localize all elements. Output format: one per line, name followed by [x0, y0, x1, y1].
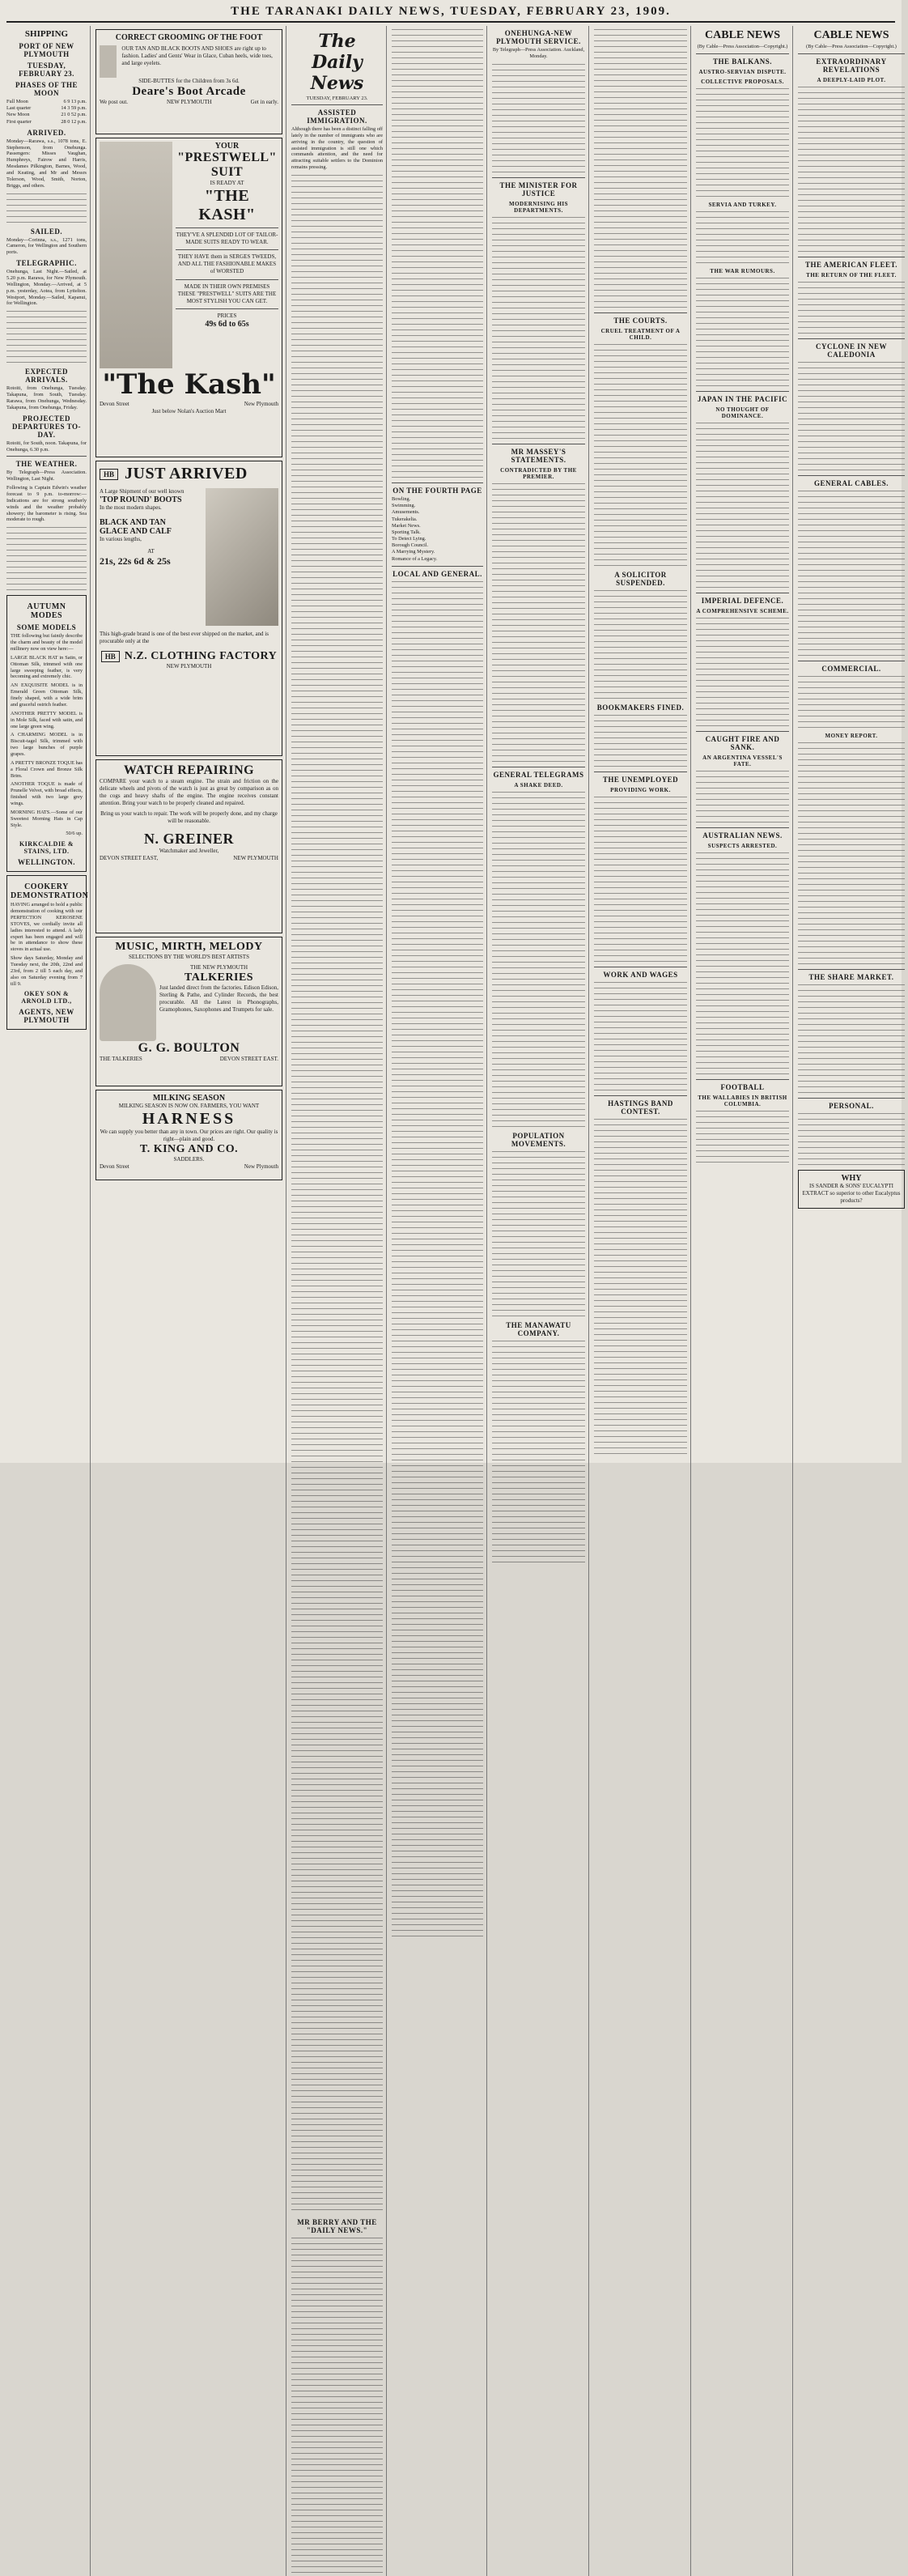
milking-trade: SADDLERS. [173, 1156, 205, 1163]
justice-sub: MODERNISING HIS DEPARTMENTS. [508, 200, 569, 214]
expected-heading: EXPECTED ARRIVALS. [24, 368, 68, 385]
music-firm-sub: THE TALKERIES [100, 1056, 142, 1063]
moon-row: Full Moon 6 9 13 p.m. [6, 99, 87, 104]
watch-town: NEW PLYMOUTH [233, 854, 278, 861]
kash-desc1: THEY'VE A SPLENDID LOT OF TAILOR-MADE SUITS READY TO WEAR. [176, 232, 278, 246]
list-item: Market News. [392, 522, 421, 529]
kash-prices: 49s 6d to 65s [205, 319, 249, 329]
man-in-suit-illustration [100, 142, 172, 368]
watch-title: WATCH REPAIRING [123, 763, 255, 777]
music-subtitle: SELECTIONS BY THE WORLD'S BEST ARTISTS [129, 954, 249, 960]
clothing-prices: 21s, 22s 6d & 25s [100, 555, 171, 567]
milking-firm: T. KING AND CO. [139, 1143, 239, 1156]
massey-title: MR MASSEY'S STATEMENTS. [511, 447, 566, 464]
column-editorial [291, 26, 387, 2576]
moon-row: First quarter 28 0 12 p.m. [6, 118, 87, 125]
balkans-title: THE BALKANS. [712, 57, 773, 66]
clothing-note: This high-grade brand is one of the best ever shipped on the market, and is procurable only at the [100, 631, 269, 645]
american-fleet-title: THE AMERICAN FLEET. [804, 260, 898, 269]
list-item: Sporting Talk. [392, 529, 421, 535]
kash-ad [95, 138, 282, 457]
clothing-factory: N.Z. CLOTHING FACTORY [124, 650, 278, 663]
general-cables-title: GENERAL CABLES. [813, 478, 889, 487]
watch-trade: Watchmaker and Jeweller, [159, 847, 219, 854]
milking-text: We can supply you better than any in town. Our prices are right. Our quality is right—plain and good. [100, 1129, 278, 1143]
courts-sub: CRUEL TREATMENT OF A CHILD. [600, 328, 681, 341]
sander-ad [798, 1170, 905, 1209]
mr-berry-heading: MR BERRY AND THE "DAILY NEWS." [297, 2218, 377, 2235]
japan-title: JAPAN IN THE PACIFIC [697, 394, 788, 403]
personal-title: PERSONAL. [829, 1101, 874, 1110]
deare-ad [95, 29, 282, 134]
clothing-factory-ad [95, 461, 282, 756]
column-courts [594, 26, 691, 2576]
deare-firm: Deare's Boot Arcade [132, 85, 246, 99]
autumn-item: A PRETTY BRONZE TOQUE has a Floral Crown and Bronze Silk Brim. [11, 759, 83, 779]
courts-title: THE COURTS. [613, 317, 668, 325]
watch-tag: Bring us your watch to repair. The work will be properly done, and my charge will be reasonable. [100, 810, 278, 825]
boot-illustration-large [206, 488, 278, 626]
columns [6, 26, 901, 2235]
weather-byline: By Telegraph—Press Association. Wellington, Last Night. [6, 470, 87, 482]
cable-title: CABLE NEWS [705, 29, 780, 41]
onehunga-title: ONEHUNGA-NEW PLYMOUTH SERVICE. [496, 29, 581, 45]
departures-heading: PROJECTED DEPARTURES TO-DAY. [12, 414, 81, 439]
music-new: THE NEW PLYMOUTH [189, 964, 248, 971]
kash-suit: "PRESTWELL" [177, 151, 277, 164]
kash-town: New Plymouth [244, 401, 278, 407]
arrived-text: Monday—Rarawa, s.s., 1078 tons, E. Stephenson, from Onehunga. Passengers: Misses Vaughan, Humphreys, Fairow and Harris, Mesdames Pilkington, Barnes, Wood, and Keating, and Mr and Messrs Tolerson, Wood, Smith, Norton, Briggs, and others. [6, 138, 87, 189]
watch-ad [95, 759, 282, 933]
deare-note: SIDE-BUTTES for the Children from 3s 6d. [138, 78, 240, 84]
music-street: DEVON STREET EAST. [219, 1056, 278, 1063]
editorial-date: TUESDAY, FEBRUARY 23. [306, 96, 368, 101]
telegraphic-text: Onehunga, Last Night.—Sailed, at 5.20 p.m. Rarawa, for New Plymouth. Wellington, Monday.—Arrived, at 5 p.m. yesterday, Aotea, from Lyttelton. Westport, Monday.—Sailed, Kapanui, for Wellington. [6, 269, 87, 307]
kash-ready: IS READY AT [210, 180, 244, 186]
cable-byline: (By Cable—Press Association—Copyright.) [697, 44, 788, 49]
local-general-heading: LOCAL AND GENERAL. [392, 569, 482, 578]
work-wages-title: WORK AND WAGES [603, 971, 678, 979]
weather-title: THE WEATHER. [15, 460, 78, 469]
justice-title: THE MINISTER FOR JUSTICE [499, 181, 578, 198]
departures-text: Rotoiti, for South, noon. Takapuna, for Onehunga, 6.30 p.m. [6, 440, 87, 453]
list-item: Swimming. [392, 503, 416, 509]
milking-line: MILKING SEASON IS NOW ON. FARMERS, YOU WANT [118, 1103, 260, 1109]
manawatu-title: THE MANAWATU COMPANY. [506, 1320, 571, 1337]
autumn-modes-ad [6, 595, 87, 872]
milking-ad [95, 1090, 282, 1180]
fire-sub: AN ARGENTINA VESSEL'S FATE. [702, 754, 783, 767]
cookery-dates: Show days Saturday, Monday and Tuesday next, the 20th, 22nd and 23rd, from 2 till 5 each day, and also on Saturday evening from 7 till 9. [11, 955, 83, 987]
telegraphic-heading: TELEGRAPHIC. [16, 259, 77, 268]
moon-table [6, 99, 87, 125]
balkans-sub2: COLLECTIVE PROPOSALS. [701, 78, 784, 85]
arrived-heading: ARRIVED. [27, 128, 66, 137]
cable2-byline: (By Cable—Press Association—Copyright.) [806, 44, 897, 49]
kash-prices-label: PRICES [217, 312, 237, 319]
autumn-firm: KIRKCALDIE & STAINS, LTD. [19, 840, 74, 856]
general-telegrams-title: GENERAL TELEGRAMS [493, 770, 584, 779]
autumn-title: AUTUMN MODES [27, 602, 66, 621]
music-title: MUSIC, MIRTH, MELODY [115, 941, 263, 953]
clothing-line2: BLACK AND TAN [100, 518, 166, 528]
share-market-title: THE SHARE MARKET. [808, 972, 894, 981]
defence-sub: A COMPREHENSIVE SCHEME. [696, 607, 789, 614]
hastings-title: HASTINGS BAND CONTEST. [608, 1099, 673, 1116]
list-item: Borough Council. [392, 542, 429, 549]
sander-text: IS SANDER & SONS' EUCALYPTI EXTRACT so superior to other Eucalyptus products? [802, 1182, 901, 1205]
autumn-item: LARGE BLACK HAT in Satin, or Ottoman Silk, trimmed with one large sweeping feather, is very becoming and extremely chic. [11, 654, 83, 680]
kash-desc2: THEY HAVE them in SERGES TWEEDS, AND ALL THE FASHIONABLE MAKES of WORSTED [177, 253, 277, 275]
boot-illustration [100, 45, 117, 78]
massey-sub: CONTRADICTED BY THE PREMIER. [500, 466, 577, 480]
clothing-intro: A Large Shipment of our well known [100, 488, 185, 495]
editorial-para: Although there has been a distinct falling off lately in the number of immigrants who are arriving in the country, the question of assisted immigration is still one which commands attention, and the need for attracting suitable settlers to the Dominion remains pressing. [291, 126, 383, 171]
deare-title: CORRECT GROOMING OF THE FOOT [115, 33, 263, 42]
watch-text: COMPARE your watch to a steam engine. The strain and friction on the delicate wheels and pivots of the watch is just as great by comparison as on the cogs and heavy shafts of the engine. The engine receives constant attention. Bring your watch to be properly cleaned and repaired. [100, 778, 278, 807]
kash-desc3: MADE IN THEIR OWN PREMISES THESE "PRESTWELL" SUITS ARE THE MOST STYLISH YOU CAN GET. [177, 283, 277, 304]
shipping-date: TUESDAY, FEBRUARY 23. [19, 62, 74, 78]
sailed-heading: SAILED. [30, 227, 63, 236]
gramophone-illustration [100, 964, 156, 1041]
editorial-heading: ASSISTED IMMIGRATION. [307, 108, 367, 125]
milking-product: HARNESS [142, 1110, 236, 1129]
moon-row: New Moon 21 0 52 p.m. [6, 112, 87, 118]
list-item: A Marrying Mystery. [392, 549, 435, 555]
cookery-title: COOKERY DEMONSTRATION [11, 882, 89, 901]
autumn-item: AN EXQUISITE MODEL is in Emerald Green Ottoman Silk, finely shaped, with a wide brim and graceful ostrich feather. [11, 682, 83, 708]
moon-row: Last quarter 14 3 59 p.m. [6, 105, 87, 112]
kash-suit2: SUIT [210, 165, 244, 179]
column-cable-1 [696, 26, 793, 2576]
expected-text: Rotoiti, from Onehunga, Tuesday. Takapuna, from South, Tuesday. Rarawa, from Onehunga, Wednesday. Takapuna, from Onehunga, Friday. [6, 385, 87, 410]
weather-text: Following is Captain Edwin's weather forecast to 9 p.m. to-morrow:—Indications are for strong southerly winds and the weather probably showery; the barometer is rising. Sea moderate to rough. [6, 485, 87, 523]
kash-sub: Just below Nolan's Auction Mart [151, 408, 227, 415]
cyclone-title: CYCLONE IN NEW CALEDONIA [815, 342, 887, 359]
autumn-item: ANOTHER PRETTY MODEL is in Mole Silk, faced with satin, and one large green wing. [11, 710, 83, 729]
balkans-sub: AUSTRO-SERVIAN DISPUTE. [698, 68, 787, 75]
list-item: To Detect Lying. [392, 536, 426, 542]
watch-street: DEVON STREET EAST, [100, 854, 159, 861]
shipping-port: PORT OF NEW PLYMOUTH [19, 42, 74, 58]
watch-firm: N. GREINER [143, 830, 234, 847]
list-item: Romance of a Legacy. [392, 555, 438, 562]
onehunga-byline: By Telegraph—Press Association. Auckland, Monday. [492, 47, 585, 59]
music-ad [95, 937, 282, 1086]
clothing-line3: GLACE AND CALF [100, 527, 172, 537]
american-fleet-sub: THE RETURN OF THE FLEET. [806, 271, 897, 278]
general-telegrams-sub: A SHAKE DEED. [514, 781, 563, 789]
revelations-sub: A DEEPLY-LAID PLOT. [817, 76, 886, 83]
sander-why: WHY [841, 1173, 862, 1183]
sailed-text: Monday—Corinna, s.s., 1271 tons, Cameron, for Wellington and Southern ports. [6, 236, 87, 256]
column-telegrams [492, 26, 589, 2576]
defence-title: IMPERIAL DEFENCE. [701, 596, 784, 605]
kash-brand: "The Kash" [102, 368, 276, 401]
moon-heading: PHASES OF THE MOON [15, 81, 78, 97]
japan-sub: NO THOUGHT OF DOMINANCE. [715, 406, 770, 419]
deare-text: OUR TAN AND BLACK BOOTS AND SHOES are right up to fashion. Ladies' and Gents' Wear in Glace, Cuban heels, wide toes, and large eyelets. [121, 45, 273, 67]
population-title: POPULATION MOVEMENTS. [511, 1131, 566, 1148]
autumn-intro: THE following but faintly describe the charm and beauty of the model millinery now on view here:— [11, 633, 83, 653]
autumn-item: MORNING HATS.—Some of our Sweetest Morning Hats in Cap Style. [11, 809, 83, 828]
unemployed-title: THE UNEMPLOYED [602, 776, 679, 784]
australian-title: AUSTRALIAN NEWS. [702, 831, 783, 840]
autumn-subtitle: SOME MODELS [16, 623, 77, 632]
list-item: Bowling. [392, 496, 411, 502]
bookmakers-title: BOOKMAKERS FINED. [596, 704, 685, 712]
cookery-ad [6, 875, 87, 1030]
column-local [392, 26, 487, 2576]
clothing-town: NEW PLYMOUTH [166, 663, 212, 670]
autumn-town: WELLINGTON. [17, 858, 76, 867]
list-item: Amusements. [392, 509, 420, 516]
column-cable-2 [798, 26, 908, 2576]
clothing-line1: In the most modern shapes. [100, 504, 162, 512]
clothing-product: 'TOP ROUND' BOOTS [100, 495, 182, 505]
kash-name: "THE KASH" [198, 187, 256, 224]
kash-street: Devon Street [100, 401, 129, 407]
shipping-title: SHIPPING [24, 29, 69, 39]
autumn-item: A CHARMING MODEL is in Biscuit-tagel Silk, trimmed with two large bunches of purple grapes. [11, 732, 83, 757]
hb-logo: HB [100, 469, 118, 480]
cable2-title: CABLE NEWS [813, 29, 889, 41]
column-ads [95, 26, 286, 2576]
fire-title: CAUGHT FIRE AND SANK. [705, 734, 780, 751]
kash-your: YOUR [214, 142, 240, 151]
football-title: FOOTBALL [720, 1082, 765, 1091]
autumn-item: ANOTHER TOQUE is made of Prunelle Velvet, with broad effects, finished with two large grey wings. [11, 781, 83, 806]
milking-town: New Plymouth [244, 1163, 278, 1171]
deare-town: NEW PLYMOUTH [166, 99, 212, 106]
deare-right-tag: Get in early. [250, 99, 278, 106]
clothing-at: AT [147, 548, 155, 555]
list-item: Tukerakelia. [392, 516, 418, 522]
australian-sub: SUSPECTS ARRESTED. [707, 842, 778, 849]
commercial-title: COMMERCIAL. [821, 664, 881, 673]
football-sub: THE WALLABIES IN BRITISH COLUMBIA. [698, 1094, 787, 1107]
milking-title: MILKING SEASON [152, 1094, 226, 1103]
cookery-text: HAVING arranged to hold a public demonstration of cooking with our PERFECTION KEROSENE STOVES, we cordially invite all ladies interested to attend. A lady expert has been engaged and will be in attendance to show these stoves in actual use. [11, 902, 83, 953]
fourth-page-heading: ON THE FOURTH PAGE [392, 487, 482, 495]
solicitor-title: A SOLICITOR SUSPENDED. [614, 571, 667, 587]
music-text: Just landed direct from the factories. Edison Edison, Sterling & Pathe, and Cylinder Records, the best procurable. All the Latest in Phonographs, Gramophones, Saxophones and Trumpets for sale. [159, 984, 278, 1014]
masthead: THE TARANAKI DAILY NEWS, TUESDAY, FEBRUARY 23, 1909. [6, 5, 895, 23]
column-shipping [6, 26, 91, 2576]
autumn-price: 50/6 up. [66, 831, 83, 837]
music-firm: G. G. BOULTON [138, 1041, 240, 1056]
milking-street: Devon Street [100, 1163, 129, 1171]
revelations-title: EXTRAORDINARY REVELATIONS [816, 57, 887, 74]
editorial-title: The Daily News [310, 31, 364, 94]
deare-left-tag: We post out. [100, 99, 129, 106]
money-report-title: MONEY REPORT. [825, 732, 878, 739]
music-name: TALKERIES [184, 971, 254, 984]
cookery-agents: AGENTS, NEW PLYMOUTH [19, 1008, 74, 1025]
servia-title: SERVIA AND TURKEY. [708, 201, 777, 208]
war-title: THE WAR RUMOURS. [710, 267, 775, 274]
fourth-page-list [392, 496, 483, 563]
clothing-line4: In various lengths, [100, 536, 142, 543]
unemployed-sub: PROVIDING WORK. [610, 787, 671, 793]
hb-logo-small: HB [101, 651, 120, 662]
cookery-firm: OKEY SON & ARNOLD LTD., [21, 990, 72, 1005]
clothing-headline: JUST ARRIVED [125, 465, 248, 482]
